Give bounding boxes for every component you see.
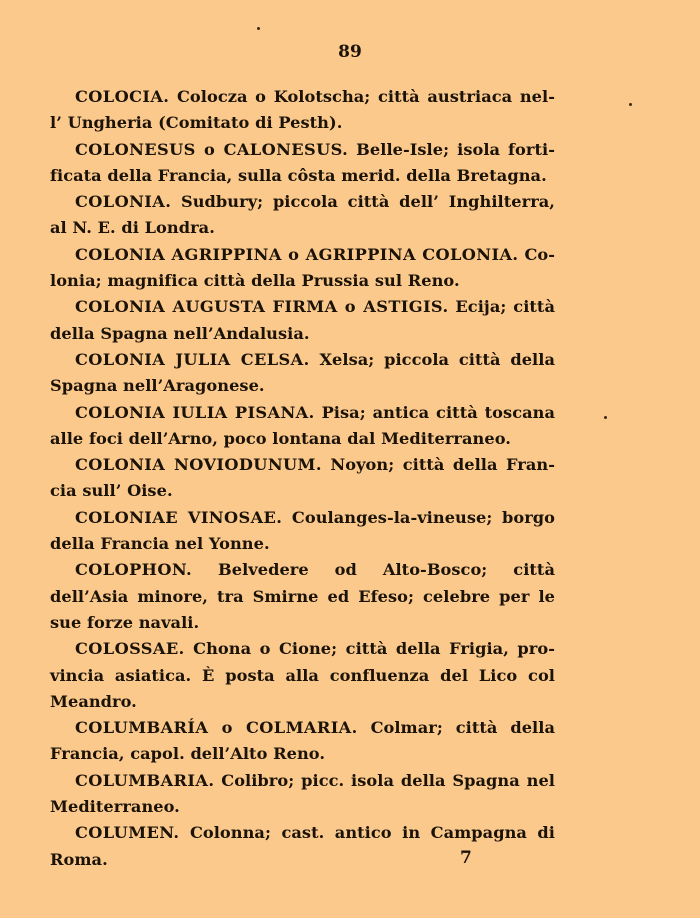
entry-text: Noyon; città della Fran- cia sull’ Oise. bbox=[50, 455, 555, 501]
entry-headword: COLONIA NOVIODUNUM. bbox=[75, 455, 322, 475]
entry-text: Pisa; antica città toscana alle foci dell’Arno, poco lontana dal Mediterraneo. bbox=[50, 402, 555, 448]
entry-headword: COLOSSAE. bbox=[75, 639, 185, 659]
entry-headword: COLONESUS o CALONESUS. bbox=[75, 139, 349, 159]
entry-colonia-augusta-firma bbox=[50, 294, 555, 347]
ink-speck bbox=[257, 27, 260, 30]
ink-speck bbox=[604, 416, 607, 419]
entry-headword: COLONIA AUGUSTA FIRMA o ASTIGIS. bbox=[75, 297, 449, 317]
entry-text: Co- lonia; magnifica città della Prussia sul Reno. bbox=[50, 244, 555, 291]
page-number: 89 bbox=[338, 42, 362, 62]
ink-speck bbox=[629, 103, 632, 106]
entry-colonia-agrippina bbox=[50, 242, 555, 295]
entry-text: Colonna; cast. antico in Campagna di Roma. bbox=[50, 823, 555, 869]
entry-colocia bbox=[50, 84, 555, 137]
entry-headword: COLONIA AGRIPPINA o AGRIPPINA COLONIA. bbox=[75, 244, 519, 264]
gazetteer-entries bbox=[50, 84, 555, 873]
entry-headword: COLONIAE VINOSAE. bbox=[75, 507, 283, 527]
entry-headword: COLONIA. bbox=[75, 192, 172, 212]
entry-colossae bbox=[50, 636, 555, 715]
entry-colonia-julia-celsa bbox=[50, 347, 555, 400]
entry-colonia-iulia-pisana bbox=[50, 400, 555, 453]
entry-headword: COLUMBARÍA o COLMARIA. bbox=[75, 718, 358, 738]
entry-headword: COLONIA JULIA CELSA. bbox=[75, 349, 310, 369]
entry-text: Sudbury; piccola città dell’ Inghilterra, al N. E. di Londra. bbox=[50, 192, 555, 238]
signature-mark: 7 bbox=[460, 848, 472, 868]
entry-colonia-noviodunum bbox=[50, 452, 555, 505]
entry-colonesus bbox=[50, 137, 555, 190]
entry-columbaria bbox=[50, 768, 555, 821]
entry-text: Colmar; città della Francia, capol. dell’Alto Reno. bbox=[50, 718, 555, 764]
entry-headword: COLONIA IULIA PISANA. bbox=[75, 402, 315, 422]
entry-text: Colocza o Kolotscha; città austriaca nel- l’ Ungheria (Comitato di Pesth). bbox=[50, 87, 555, 133]
entry-text: Belle-Isle; isola forti- ficata della Francia, sulla côsta merid. della Bretagna. bbox=[50, 139, 555, 185]
entry-text: Belvedere od Alto-Bosco; città dell’Asia minore, tra Smirne ed Efeso; celebre per le sue forze navali. bbox=[50, 560, 555, 632]
entry-headword: COLUMBARIA. bbox=[75, 770, 215, 790]
entry-headword: COLOPHON. bbox=[75, 560, 193, 580]
entry-colonia bbox=[50, 189, 555, 242]
entry-columbaria-colmaria bbox=[50, 715, 555, 768]
entry-text: Xelsa; piccola città della Spagna nell’Aragonese. bbox=[50, 349, 555, 396]
entry-text: Coulanges-la-vineuse; borgo della Francia nel Yonne. bbox=[50, 507, 556, 554]
entry-text: Ecija; città della Spagna nell’Andalusia. bbox=[50, 297, 555, 343]
entry-headword: COLUMEN. bbox=[75, 823, 180, 843]
entry-columen bbox=[50, 820, 555, 873]
entry-text: Colibro; picc. isola della Spagna nel Mediterraneo. bbox=[50, 770, 555, 817]
entry-text: Chona o Cione; città della Frigia, pro- vincia asiatica. È posta alla confluenza del Lico col Meandro. bbox=[50, 639, 555, 711]
entry-colophon bbox=[50, 557, 555, 636]
entry-coloniae-vinosae bbox=[50, 505, 555, 558]
entry-headword: COLOCIA. bbox=[75, 87, 170, 106]
